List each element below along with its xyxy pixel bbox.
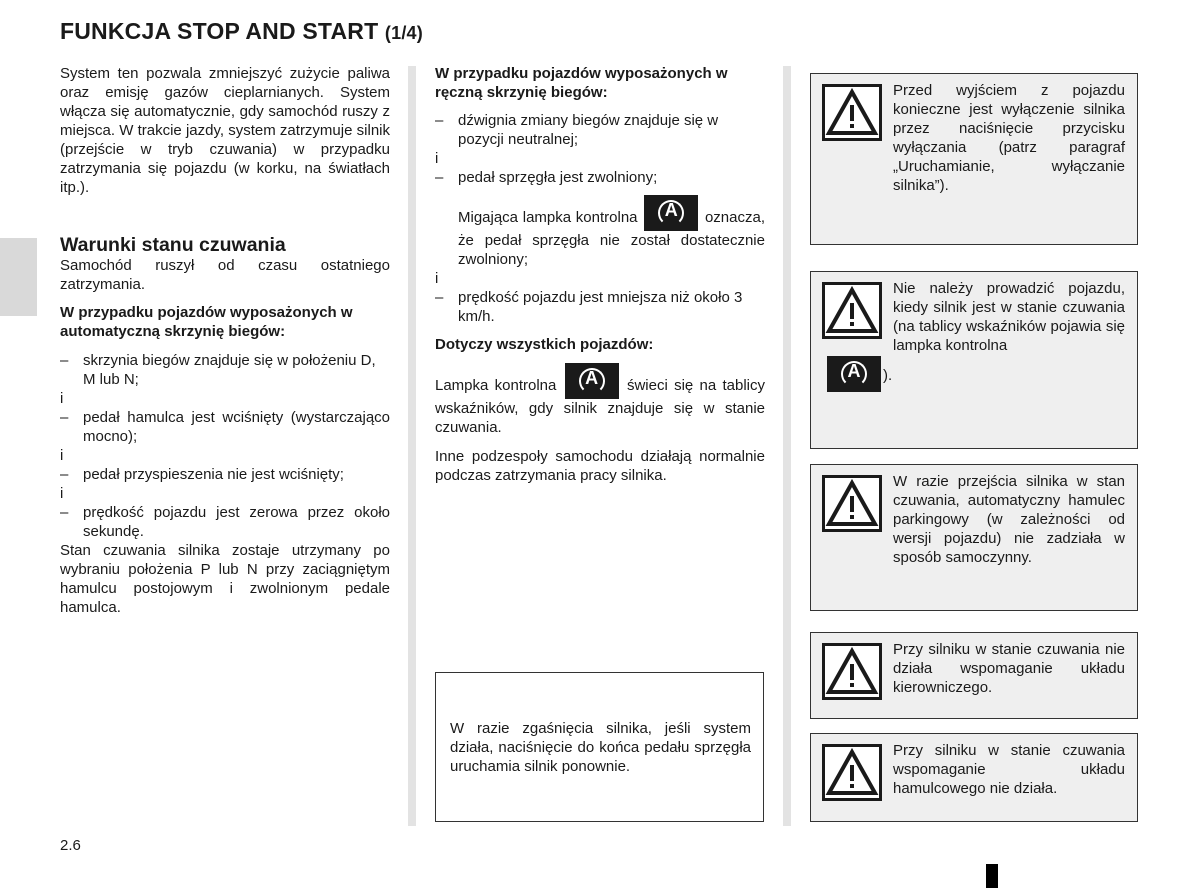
list-item: – pedał sprzęgła jest zwolniony;: [435, 169, 658, 186]
closing-paragraph: Stan czuwania silnika zostaje utrzymany po wybraniu położenia P lub N przy zaciągniętym hamulcu postojowym i zwolnionym pedale hamulca.: [60, 542, 390, 616]
list-item: – dźwignia zmiany biegów znajduje się w pozycji neutralnej;: [435, 112, 719, 148]
warning-triangle-icon: [822, 282, 882, 339]
list-conjunction: i: [60, 485, 64, 502]
middle-column: [435, 64, 765, 485]
list-item: – prędkość pojazdu jest mniejsza niż około 3 km/h.: [435, 289, 743, 325]
intro-paragraph: System ten pozwala zmniejszyć zużycie paliwa oraz emisję gazów cieplarnianych. System włącza się automatycznie, gdy samochód ruszy z miejsca. W trakcie jazdy, system zatrzymuje silnik (przejście w tryb czuwania) w przypadku zatrzymania się pojazdu (w korku, na światłach itp.).: [60, 65, 390, 196]
auto-start-lamp-icon: A: [565, 363, 619, 399]
left-column: [60, 64, 390, 617]
page-number: 2.6: [60, 837, 81, 854]
title-text: FUNKCJA STOP AND START: [60, 18, 379, 44]
warning-text: Przy silniku w stanie czuwania wspomaganie układu hamulcowego nie działa.: [893, 742, 1125, 797]
manual-heading: W przypadku pojazdów wyposażonych w ręczną skrzynię biegów:: [435, 65, 728, 101]
list-item: – skrzynia biegów znajduje się w położeniu D, M lub N;: [60, 352, 376, 388]
warning-triangle-icon: [822, 84, 882, 141]
automatic-heading: W przypadku pojazdów wyposażonych w automatyczną skrzynię biegów:: [60, 304, 353, 340]
warning-box: [810, 271, 1138, 449]
all-vehicles-heading: Dotyczy wszystkich pojazdów:: [435, 336, 654, 353]
warning-box: [810, 733, 1138, 822]
list-item-note: Migająca lampka kontrolna A oznacza, że pedał sprzęgła nie został dostatecznie zwolniony;: [435, 195, 765, 269]
list-conjunction: i: [60, 390, 64, 407]
title-part: (1/4): [384, 23, 423, 43]
warning-box: [810, 464, 1138, 611]
section-heading: Warunki stanu czuwania: [60, 234, 286, 256]
lamp-paragraph: Lampka kontrolna A świeci się na tablicy wskaźników, gdy silnik znajduje się w stanie czuwania.: [435, 363, 765, 437]
warning-text: Przed wyjściem z pojazdu konieczne jest wyłączenie silnika przez naciśnięcie przycisku wyłączania (patrz paragraf „Uruchamianie, wyłączanie silnika”).: [893, 82, 1125, 194]
list-item: – pedał przyspieszenia nie jest wciśnięty;: [60, 466, 344, 483]
warning-text: Nie należy prowadzić pojazdu, kiedy silnik jest w stanie czuwania (na tablicy wskaźników pojawia się lampka kontrolna: [893, 280, 1125, 354]
list-item: – prędkość pojazdu jest zerowa przez około sekundę.: [60, 504, 390, 540]
list-item: – pedał hamulca jest wciśnięty (wystarczająco mocno);: [60, 409, 390, 445]
list-conjunction: i: [435, 270, 439, 287]
other-components-paragraph: Inne podzespoły samochodu działają normalnie podczas zatrzymania pracy silnika.: [435, 448, 765, 484]
column-divider: [408, 66, 416, 826]
warning-box: [810, 73, 1138, 245]
chapter-tab: [0, 238, 37, 316]
warning-triangle-icon: [822, 643, 882, 700]
page-title: [60, 18, 423, 45]
warning-text: Przy silniku w stanie czuwania nie działa wspomaganie układu kierowniczego.: [893, 641, 1125, 696]
margin-mark: [986, 864, 998, 888]
list-conjunction: i: [60, 447, 64, 464]
list-conjunction: i: [435, 150, 439, 167]
note-box: [435, 672, 764, 822]
column-divider: [783, 66, 791, 826]
warning-text-end: ).: [883, 367, 893, 384]
warning-text: W razie przejścia silnika w stan czuwania, automatyczny hamulec parkingowy (w zależności od wersji pojazdu) nie zadziała w sposób samoczynny.: [893, 473, 1125, 566]
note-text: W razie zgaśnięcia silnika, jeśli system działa, naciśnięcie do końca pedału sprzęgła uruchamia silnik ponownie.: [450, 720, 751, 775]
auto-start-lamp-icon: A: [644, 195, 698, 231]
warning-triangle-icon: [822, 744, 882, 801]
standby-condition: Samochód ruszył od czasu ostatniego zatrzymania.: [60, 257, 390, 293]
warning-box: [810, 632, 1138, 719]
auto-start-lamp-icon: A: [827, 356, 881, 392]
